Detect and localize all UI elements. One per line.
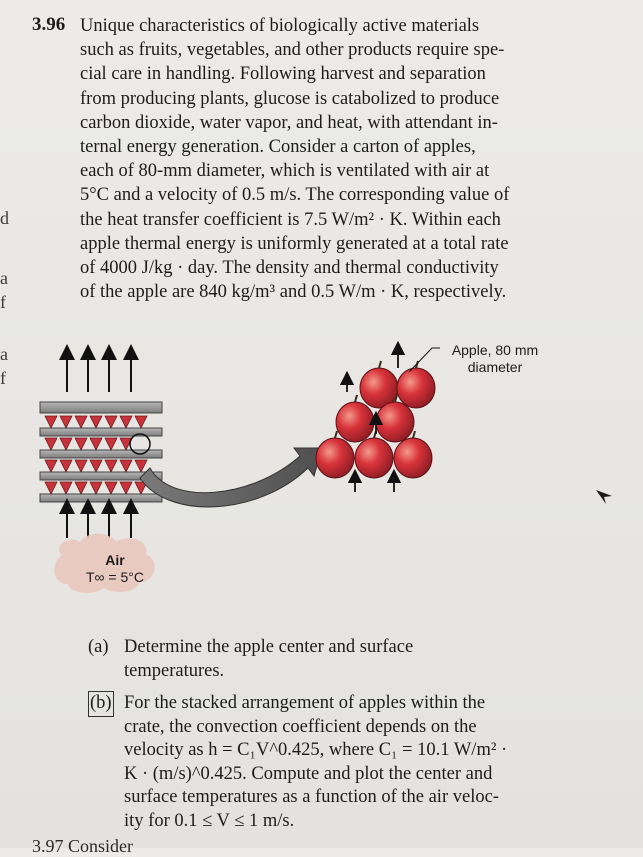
statement-line: Unique characteristics of biologically active materials [80,16,480,36]
statement-line: 5°C and a velocity of 0.5 m/s. The corresponding value of [80,185,510,206]
margin-fragment: a [0,268,8,288]
apple-label [440,342,550,376]
cursor-arrow-icon [594,486,614,506]
margin-fragment: d [0,208,9,228]
part-b-line: For the stacked arrangement of apples within the [124,693,486,713]
next-problem-fragment: 3.97 Consider [32,836,133,856]
apple-crate [40,402,162,502]
problem-number: 3.96 [32,14,66,35]
airflow-arrows-bottom [67,506,131,538]
magnify-arrow [140,448,322,507]
part-a-tag: (a) [88,637,109,657]
statement-line: of 4000 J/kg · day. The density and thermal conductivity [80,258,499,279]
air-label [70,552,160,586]
statement-line: the heat transfer coefficient is 7.5 W/m² · K. Within each [80,209,501,230]
part-b-line: crate, the convection coefficient depends on the [124,716,477,737]
statement-line: carbon dioxide, water vapor, and heat, with attendant in- [80,112,498,133]
part-b-line: velocity as h = C₁V^0.425, where C₁ = 10.1 W/m² · [124,740,508,760]
part-b-line: ity for 0.1 ≤ V ≤ 1 m/s. [124,810,295,831]
apple-label-line: Apple, 80 mm [451,342,539,358]
part-b-tag: (b) [88,691,114,717]
statement-line: cial care in handling. Following harvest and separation [80,64,486,85]
airflow-arrows-top [67,352,131,392]
statement-line: from producing plants, glucose is catabolized to produce [80,88,500,109]
statement-line: ternal energy generation. Consider a carton of apples, [80,137,476,158]
air-label-title: Air [105,552,125,568]
part-b-line: surface temperatures as a function of the air veloc- [124,787,499,807]
part-a-line: Determine the apple center and surface [124,637,414,657]
margin-fragment: f [0,292,6,312]
margin-fragment: a [0,344,8,364]
statement-line: such as fruits, vegetables, and other products require spe- [80,40,505,61]
margin-fragment: f [0,368,6,388]
air-temperature: T∞ = 5°C [86,569,144,585]
part-a [88,636,528,683]
statement-line: apple thermal energy is uniformly generated at a total rate [80,233,509,254]
part-b [88,692,528,833]
part-b-line: K · (m/s)^0.425. Compute and plot the center and [124,763,493,784]
statement-line: each of 80-mm diameter, which is ventilated with air at [80,161,490,182]
apple-label-line: diameter [467,359,523,375]
problem-statement [80,14,540,304]
statement-line: of the apple are 840 kg/m³ and 0.5 W/m · K, respectively. [80,282,507,303]
part-a-line: temperatures. [124,660,225,681]
